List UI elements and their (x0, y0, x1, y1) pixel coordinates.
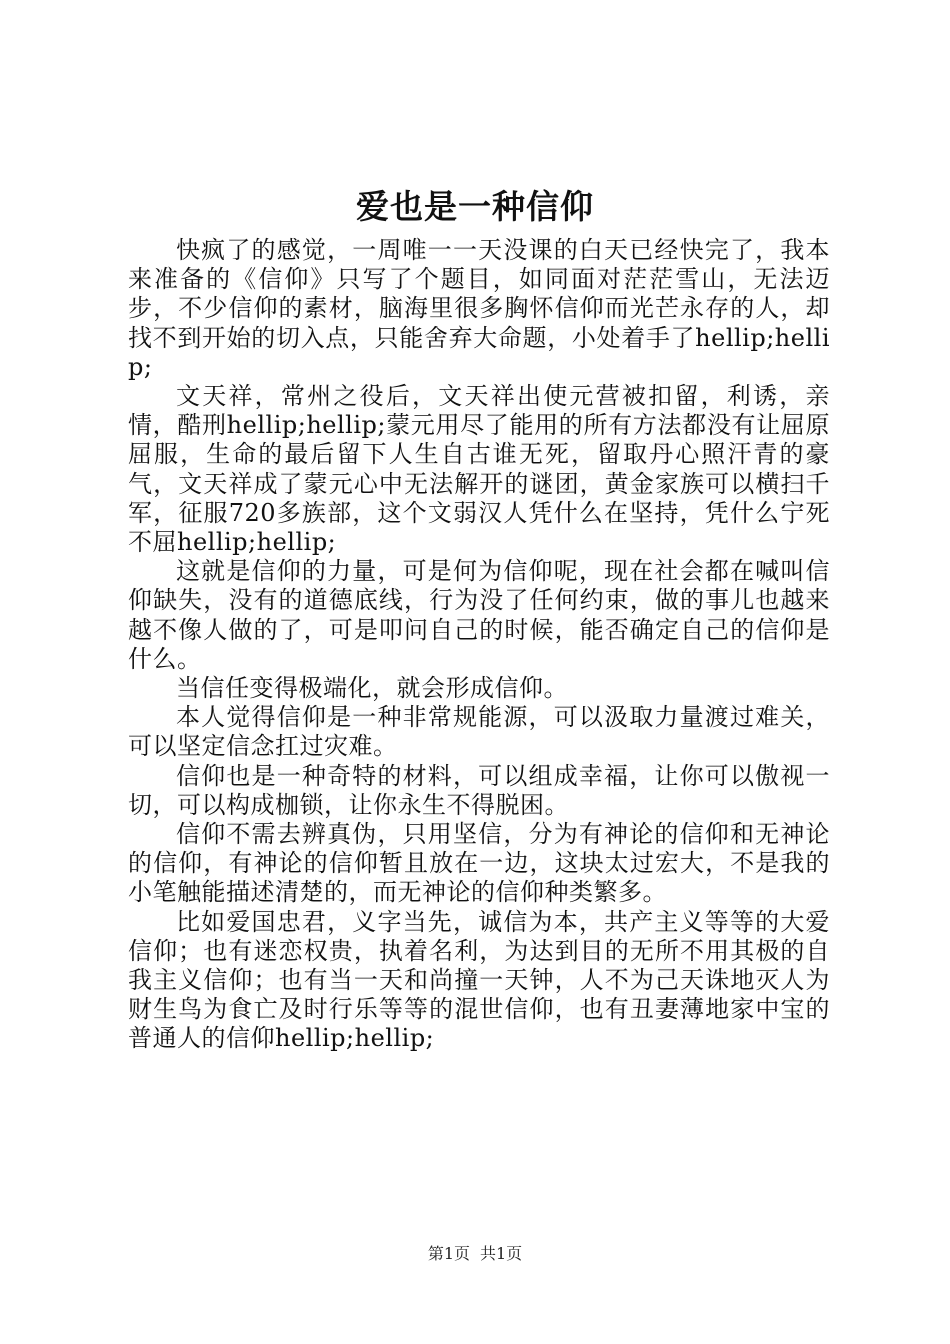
paragraph: 比如爱国忠君，义字当先，诚信为本，共产主义等等的大爱信仰；也有迷恋权贵，执着名利，为达到目的无所不用其极的自我主义信仰；也有当一天和尚撞一天钟，人不为己天诛地灭人为财生鸟为食亡及时行乐等等的混世信仰，也有丑妻薄地家中宝的普通人的信仰hellip;hellip; (128, 907, 830, 1053)
paragraph: 文天祥，常州之役后，文天祥出使元营被扣留，利诱，亲情，酷刑hellip;hellip;蒙元用尽了能用的所有方法都没有让屈原屈服，生命的最后留下人生自古谁无死，留取丹心照汗青的豪气，文天祥成了蒙元心中无法解开的谜团，黄金家族可以横扫千军，征服720多族部，这个文弱汉人凭什么在坚持，凭什么宁死不屈hellip;hellip; (128, 382, 830, 557)
paragraph: 快疯了的感觉，一周唯一一天没课的白天已经快完了，我本来准备的《信仰》只写了个题目，如同面对茫茫雪山，无法迈步，不少信仰的素材，脑海里很多胸怀信仰而光芒永存的人，却找不到开始的切入点，只能舍弃大命题，小处着手了hellip;hellip; (128, 236, 830, 381)
page-total: 共1页 (480, 1244, 523, 1263)
paragraph: 信仰也是一种奇特的材料，可以组成幸福，让你可以傲视一切，可以构成枷锁，让你永生不得脱困。 (128, 761, 830, 819)
paragraph: 本人觉得信仰是一种非常规能源，可以汲取力量渡过难关，可以坚定信念扛过灾难。 (128, 703, 830, 761)
document-title: 爱也是一种信仰 (356, 187, 594, 226)
page-footer (0, 1243, 950, 1265)
document-body (128, 236, 830, 1054)
paragraph: 当信任变得极端化，就会形成信仰。 (176, 674, 568, 703)
paragraph: 信仰不需去辨真伪，只用坚信，分为有神论的信仰和无神论的信仰，有神论的信仰暂且放在一边，这块太过宏大，不是我的小笔触能描述清楚的，而无神论的信仰种类繁多。 (128, 820, 830, 907)
paragraph: 这就是信仰的力量，可是何为信仰呢，现在社会都在喊叫信仰缺失，没有的道德底线，行为没了任何约束，做的事儿也越来越不像人做的了，可是叩问自己的时候，能否确定自己的信仰是什么。 (128, 557, 830, 673)
page-number: 第1页 (427, 1244, 470, 1263)
